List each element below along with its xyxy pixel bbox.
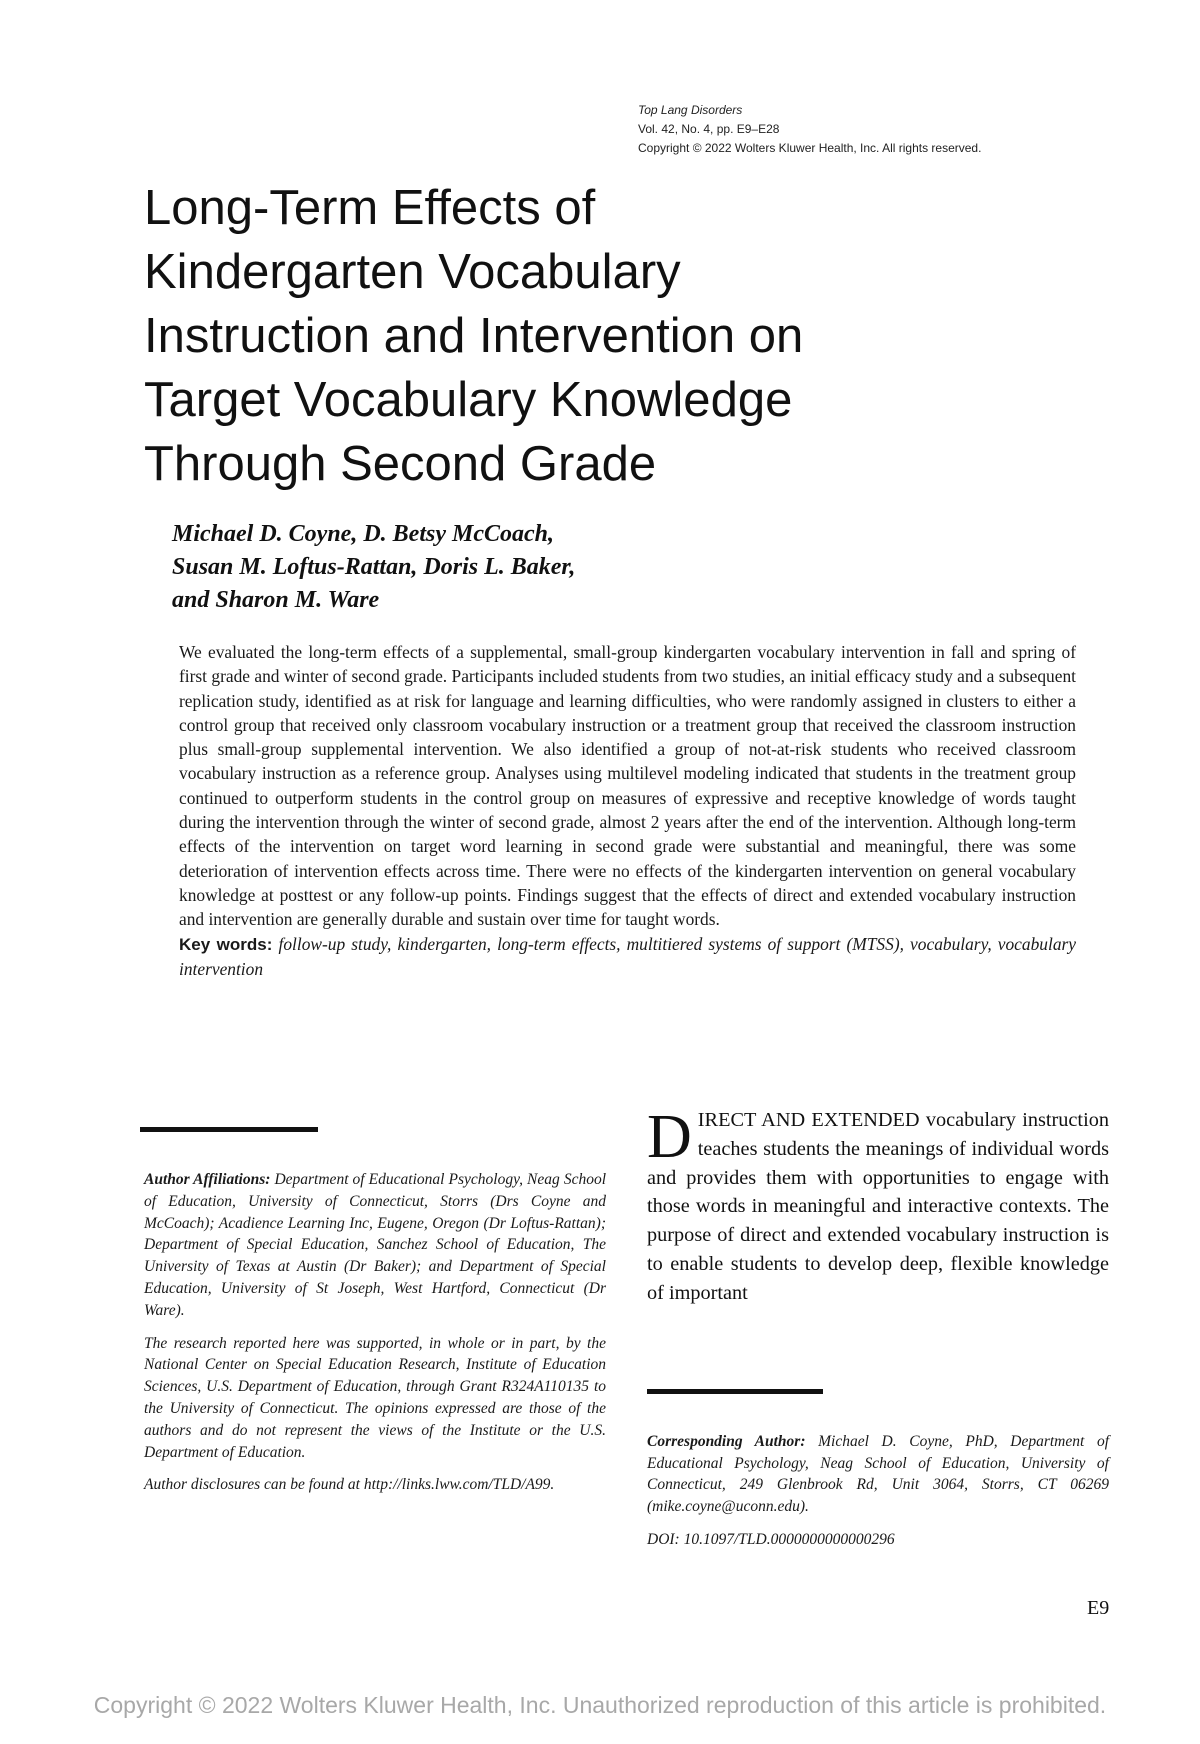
keywords-list: follow-up study, kindergarten, long-term effects, multitiered systems of support (MTSS), vocabulary, vocabulary intervention xyxy=(179,933,1077,979)
disclosures-note: Author disclosures can be found at http://links.lww.com/TLD/A99. xyxy=(144,1476,555,1494)
corresponding-text: Michael D. Coyne, PhD, Department of Educational Psychology, Neag School of Education, University of Connecticut, 249 Glenbrook Rd, Unit 3064, Storrs, CT 06269 (mike.coyne@uconn.edu). xyxy=(647,1433,1109,1515)
journal-name: Top Lang Disorders xyxy=(638,103,743,117)
title-line: Long-Term Effects of xyxy=(144,181,596,235)
journal-volume: Vol. 42, No. 4, pp. E9–E28 xyxy=(638,122,780,136)
footnote-divider-right xyxy=(647,1389,823,1394)
affiliations-text: Department of Educational Psychology, Neag School of Education, University of Connecticut, Storrs (Drs Coyne and McCoach); Acadience Learning Inc, Eugene, Oregon (Dr Loftus-Rattan); Department of Special Education, Sanchez School of Education, The University of Texas at Austin (Dr Baker); and Department of Special Education, University of St Joseph, West Hartford, Connecticut (Dr Ware). xyxy=(144,1171,606,1319)
author-line: and Sharon M. Ware xyxy=(172,587,380,613)
body-text xyxy=(647,1103,1109,1308)
keywords xyxy=(179,932,1076,982)
intro-paragraph xyxy=(647,1103,1109,1308)
journal-copyright: Copyright © 2022 Wolters Kluwer Health, Inc. All rights reserved. xyxy=(638,141,982,155)
footnotes-left xyxy=(144,1169,606,1507)
author-list xyxy=(172,518,575,617)
title-line: Kindergarten Vocabulary xyxy=(144,245,681,299)
affiliations-label: Author Affiliations: xyxy=(144,1171,271,1188)
author-affiliations xyxy=(144,1169,606,1322)
page-number: E9 xyxy=(1087,1597,1110,1619)
journal-info xyxy=(638,101,981,158)
footer-copyright: Copyright © 2022 Wolters Kluwer Health, Inc. Unauthorized reproduction of this article is prohibited. xyxy=(93,1692,1107,1718)
abstract xyxy=(179,640,1076,981)
doi: DOI: 10.1097/TLD.0000000000000296 xyxy=(647,1531,895,1549)
footnote-divider-left xyxy=(140,1127,318,1132)
article-title xyxy=(144,176,1044,496)
intro-text: vocabulary instruction teaches students the meanings of individual words and provides them with opportunities to engage with those words in meaningful and interactive contexts. The purpose of direct and extended vocabulary instruction is to enable students to develop deep, flexible knowledge of important xyxy=(647,1109,1109,1304)
author-line: Susan M. Loftus-Rattan, Doris L. Baker, xyxy=(172,554,576,580)
keywords-label: Key words: xyxy=(179,934,273,954)
abstract-text: We evaluated the long-term effects of a supplemental, small-group kindergarten vocabulary intervention in fall and spring of first grade and winter of second grade. Participants included students from two studies, an initial efficacy study and a subsequent replication study, identified as at risk for language and learning difficulties, who were randomly assigned in clusters to either a control group that received only classroom vocabulary instruction or a treatment group that received the classroom instruction plus small-group supplemental intervention. We also identified a group of not-at-risk students who received classroom vocabulary instruction as a reference group. Analyses using multilevel modeling indicated that students in the treatment group continued to outperform students in the control group on measures of expressive and receptive knowledge of words taught during the intervention through the winter of second grade, almost 2 years after the end of the intervention. Although long-term effects of the intervention on target word learning in second grade were substantial and meaningful, there was some deterioration of intervention effects across time. There were no effects of the kindergarten intervention on general vocabulary knowledge at posttest or any follow-up points. Findings suggest that the effects of direct and extended vocabulary instruction and intervention are generally durable and sustain over time for taught words. xyxy=(179,642,1076,930)
lead-in-caps: IRECT AND EXTENDED xyxy=(697,1109,920,1131)
funding-note: The research reported here was supported, in whole or in part, by the National Center on Special Education Research, Institute of Education Sciences, U.S. Department of Education, through Grant R324A110135 to the University of Connecticut. The opinions expressed are those of the authors and do not represent the views of the Institute or the U.S. Department of Education. xyxy=(144,1334,606,1461)
title-line: Target Vocabulary Knowledge xyxy=(144,373,793,427)
drop-cap: D xyxy=(647,1103,692,1171)
corresponding-author-note xyxy=(647,1431,1109,1563)
corresponding-author xyxy=(647,1431,1109,1517)
title-line: Instruction and Intervention on xyxy=(144,309,804,363)
corresponding-label: Corresponding Author: xyxy=(647,1433,806,1450)
author-line: Michael D. Coyne, D. Betsy McCoach, xyxy=(172,521,554,547)
title-line: Through Second Grade xyxy=(144,437,657,491)
